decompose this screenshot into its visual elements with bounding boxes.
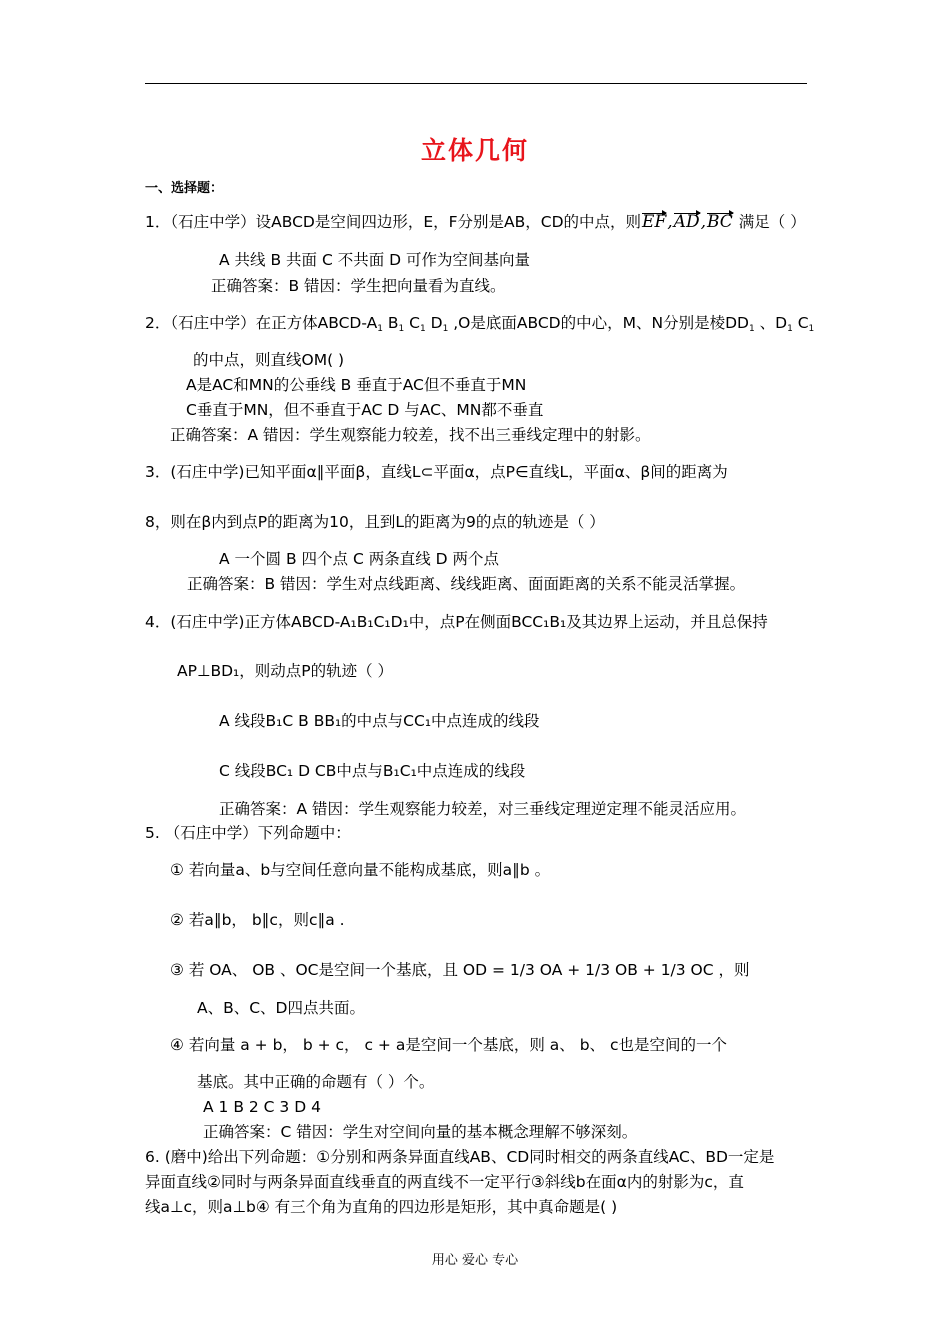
q5-proposition-4-cont: 基底。其中正确的命题有（ ）个。: [197, 1073, 435, 1091]
q1-answer: 正确答案：B 错因：学生把向量看为直线。: [211, 277, 506, 295]
vector-ef: EF: [642, 212, 667, 232]
q4-option-ab: A 线段B₁C B BB₁的中点与CC₁中点连成的线段: [219, 712, 540, 730]
q4-option-cd: C 线段BC₁ D CB中点与B₁C₁中点连成的线段: [219, 762, 526, 780]
q2-stem: 2．（石庄中学）在正方体ABCD-$A_1$ $B_1$ $C_1$ $D_1$ ,O是底面ABCD的中心，M、N分别是棱$DD_1$ 、$D_1$ $C_1$: [145, 314, 815, 334]
q4-line1: 4．(石庄中学)正方体ABCD-A₁B₁C₁D₁中，点P在侧面BCC₁B₁及其边界上运动，并且总保持: [145, 613, 768, 631]
q5-proposition-1: ① 若向量a、b与空间任意向量不能构成基底，则a∥b 。: [170, 861, 551, 879]
q6-line1: 6. (磨中)给出下列命题：①分别和两条异面直线AB、CD同时相交的两条直线AC、BD一定是: [145, 1148, 775, 1166]
q3-line1: 3．(石庄中学)已知平面α∥平面β，直线L⊂平面α，点P∈直线L，平面α、β间的距离为: [145, 463, 728, 481]
q2-options-ab: A是AC和MN的公垂线 B 垂直于AC但不垂直于MN: [186, 376, 527, 394]
page-title: 立体几何: [420, 136, 529, 165]
q3-answer: 正确答案：B 错因：学生对点线距离、线线距离、面面距离的关系不能灵活掌握。: [187, 575, 746, 593]
q5-proposition-4: ④ 若向量 a + b， b + c， c + a是空间一个基底，则 a、 b、 c也是空间的一个: [170, 1036, 727, 1054]
q2-answer: 正确答案：A 错因：学生观察能力较差，找不出三垂线定理中的射影。: [170, 426, 651, 444]
header-rule: [145, 83, 807, 84]
q1-stem-text: 1．（石庄中学）设ABCD是空间四边形，E，F分别是AB，CD的中点，则: [145, 213, 642, 231]
q1-tail: 满足（ ）: [738, 213, 806, 231]
q1-stem: 1．（石庄中学）设ABCD是空间四边形，E，F分别是AB，CD的中点，则EF,AD,BC 满足（ ）: [145, 212, 806, 232]
q4-answer: 正确答案：A 错因：学生观察能力较差，对三垂线定理逆定理不能灵活应用。: [219, 800, 747, 818]
q4-line2: AP⊥BD₁，则动点P的轨迹（ ）: [177, 662, 394, 680]
vector-ad: AD: [673, 212, 700, 232]
q5-proposition-3: ③ 若 OA、 OB 、OC是空间一个基底，且 OD = 1/3 OA + 1/3 OB + 1/3 OC ，则: [170, 961, 750, 979]
q5-proposition-2: ② 若a∥b， b∥c，则c∥a .: [170, 911, 345, 929]
q3-line2: 8，则在β内到点P的距离为10，且到L的距离为9的点的轨迹是（ ）: [145, 513, 605, 531]
q2-options-cd: C垂直于MN，但不垂直于AC D 与AC、MN都不垂直: [186, 401, 544, 419]
q5-answer: 正确答案：C 错因：学生对空间向量的基本概念理解不够深刻。: [203, 1123, 638, 1141]
section-heading: 一、选择题：: [145, 181, 224, 196]
q5-options: A 1 B 2 C 3 D 4: [203, 1098, 321, 1116]
q2-stem-cont: 的中点，则直线OM( ): [193, 351, 345, 369]
q5-proposition-3-cont: A、B、C、D四点共面。: [197, 999, 365, 1017]
q3-options: A 一个圆 B 四个点 C 两条直线 D 两个点: [219, 550, 499, 568]
page-footer: 用心 爱心 专心: [431, 1253, 519, 1268]
vector-bc: BC: [707, 212, 733, 232]
q2-stem-text: 2．（石庄中学）在正方体ABCD-A: [145, 314, 378, 332]
q6-line3: 线a⊥c，则a⊥b④ 有三个角为直角的四边形是矩形，其中真命题是( ): [145, 1198, 618, 1216]
q6-line2: 异面直线②同时与两条异面直线垂直的两直线不一定平行③斜线b在面α内的射影为c，直: [145, 1173, 744, 1191]
q1-options: A 共线 B 共面 C 不共面 D 可作为空间基向量: [219, 251, 530, 269]
q5-stem: 5. （石庄中学）下列命题中：: [145, 824, 351, 842]
